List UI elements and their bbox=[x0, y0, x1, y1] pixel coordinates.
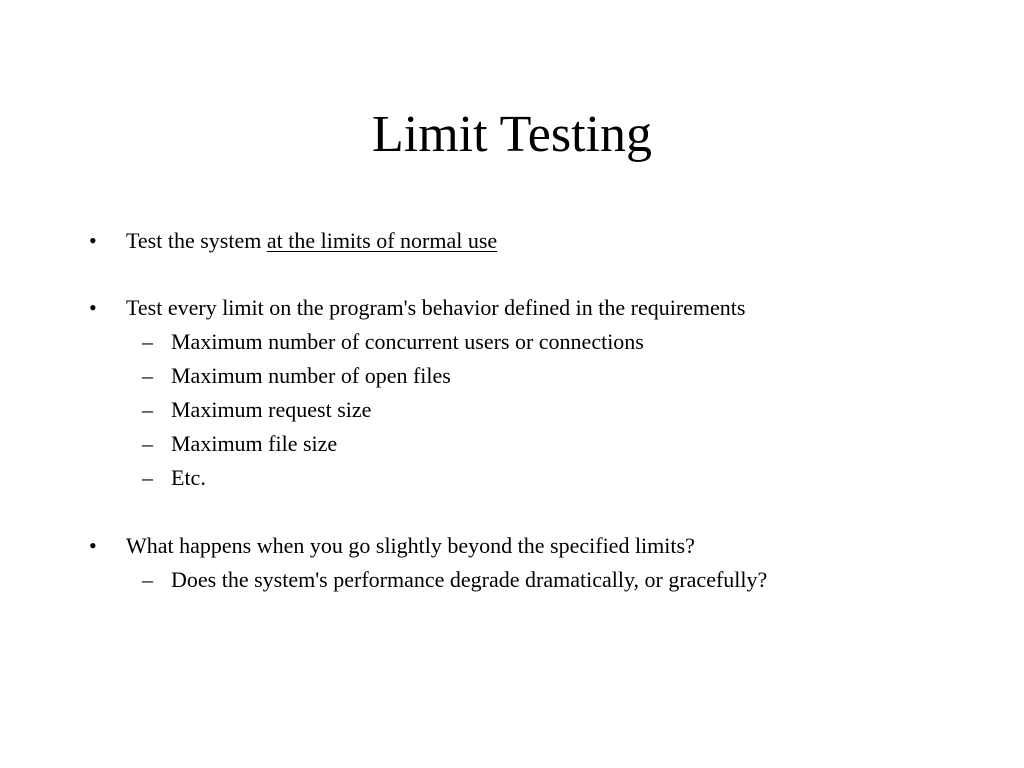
bullet-item bbox=[89, 532, 695, 560]
sub-item bbox=[142, 430, 338, 458]
dash-marker: – bbox=[142, 329, 153, 354]
bullet-item bbox=[89, 227, 498, 255]
sub-item bbox=[142, 362, 451, 390]
sub-item bbox=[142, 464, 206, 492]
sub-item-text: Does the system's performance degrade dramatically, or gracefully? bbox=[171, 567, 768, 592]
sub-item-text: Etc. bbox=[171, 465, 206, 490]
sub-item bbox=[142, 566, 768, 594]
dash-marker: – bbox=[142, 465, 153, 490]
underlined-phrase: at the limits of normal use bbox=[266, 228, 498, 253]
bullet-text: What happens when you go slightly beyond the specified limits? bbox=[126, 533, 695, 558]
sub-item bbox=[142, 396, 372, 424]
sub-item-text: Maximum number of concurrent users or connections bbox=[171, 329, 644, 354]
bullet-marker: • bbox=[89, 295, 97, 320]
sub-item bbox=[142, 328, 644, 356]
dash-marker: – bbox=[142, 431, 153, 456]
sub-item-text: Maximum request size bbox=[171, 397, 372, 422]
bullet-text: Test every limit on the program's behavior defined in the requirements bbox=[126, 295, 746, 320]
sub-item-text: Maximum number of open files bbox=[171, 363, 451, 388]
bullet-marker: • bbox=[89, 228, 97, 253]
sub-item-text: Maximum file size bbox=[171, 431, 338, 456]
dash-marker: – bbox=[142, 397, 153, 422]
bullet-item bbox=[89, 294, 746, 322]
dash-marker: – bbox=[142, 363, 153, 388]
bullet-marker: • bbox=[89, 533, 97, 558]
bullet-text: Test the system bbox=[126, 228, 267, 253]
dash-marker: – bbox=[142, 567, 153, 592]
slide-title: Limit Testing bbox=[372, 106, 652, 163]
